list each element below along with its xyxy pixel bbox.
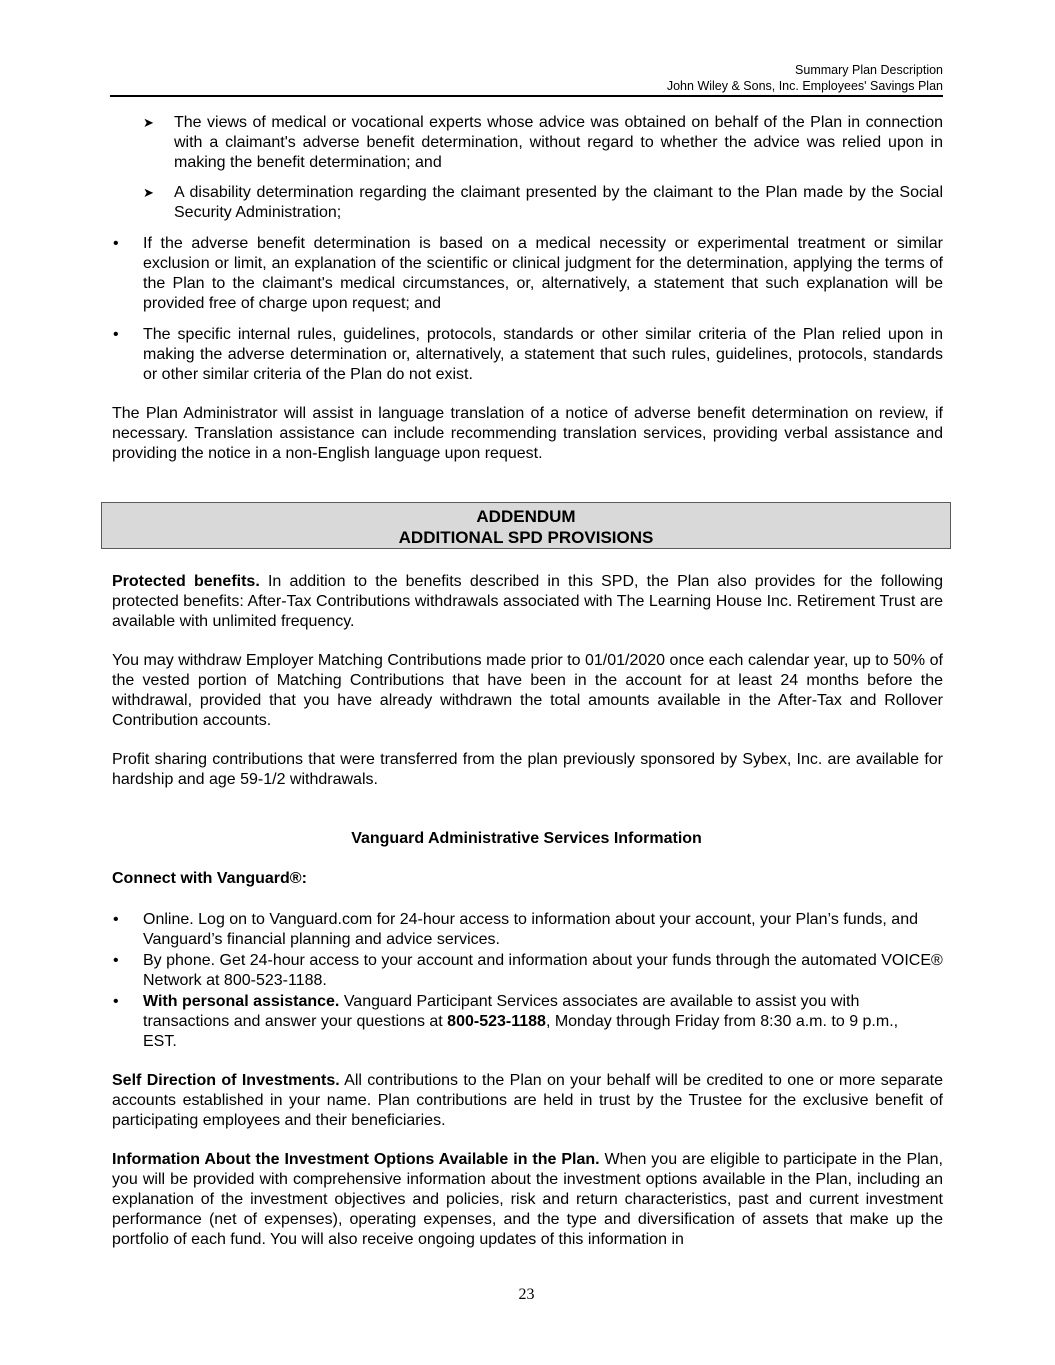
- bullet-medical-necessity: If the adverse benefit determination is based on a medical necessity or experimental treatment or similar exclusion or limit, an explanation of the scientific or clinical judgment for the determination, applying the terms of the Plan to the claimant's medical circumstances, or, alternatively, a statement that such explanation will be provided free of charge upon request; and: [143, 235, 943, 312]
- protected-benefits-label: Protected benefits.: [112, 573, 260, 590]
- running-header: [110, 62, 943, 94]
- protected-benefits-text: In addition to the benefits described in this SPD, the Plan also provides for the following protected benefits: After-Tax Contributions withdrawals associated with The Learning House Inc. Retirement Trust are available with unlimited frequency.: [112, 573, 943, 630]
- addendum-banner: [101, 502, 951, 549]
- connect-with-vanguard-heading: Connect with Vanguard®:: [112, 870, 307, 887]
- bullet-dot-icon: •: [113, 326, 119, 343]
- self-direction-label: Self Direction of Investments.: [112, 1072, 340, 1089]
- arrow-bullet-icon: ➤: [143, 115, 154, 130]
- sub-bullet-expert-views: The views of medical or vocational experts whose advice was obtained on behalf of the Plan in connection with a claimant's adverse benefit determination, without regard to whether the advice was relied upon in making the benefit determination; and: [174, 114, 943, 171]
- arrow-bullet-icon: ➤: [143, 185, 154, 200]
- bullet-internal-rules: The specific internal rules, guidelines, protocols, standards or other similar criteria of the Plan relied upon in making the adverse determination or, alternatively, a statement that such rules, guidelines, protocols, standards or other similar criteria of the Plan do not exist.: [143, 326, 943, 383]
- bullet-dot-icon: •: [113, 952, 119, 969]
- personal-assistance-label: With personal assistance.: [143, 993, 340, 1010]
- protected-benefits-paragraph: [112, 572, 943, 632]
- profit-sharing-paragraph: Profit sharing contributions that were transferred from the plan previously sponsored by Sybex, Inc. are available for hardship and age 59-1/2 withdrawals.: [112, 751, 943, 788]
- investment-options-text: When you are eligible to participate in the Plan, you will be provided with comprehensive information about the investment options available in the Plan, including an explanation of the investment objectives and policies, risk and return characteristics, past and current investment performance (net of expenses), operating expenses, and the type and diversification of assets that make up the portfolio of each fund. You will also receive ongoing updates of this information in: [112, 1151, 943, 1248]
- connect-item-personal: [143, 992, 923, 1052]
- header-divider: [110, 95, 943, 97]
- personal-assistance-text: Vanguard Participant Services associates are available to assist you with transactions and answer your questions at: [143, 993, 860, 1030]
- matching-contributions-paragraph: You may withdraw Employer Matching Contributions made prior to 01/01/2020 once each calendar year, up to 50% of the vested portion of Matching Contributions that have been in the account for at least 24 months before the withdrawal, provided that you have already withdrawn the total amounts available in the After-Tax and Rollover Contribution accounts.: [112, 652, 943, 729]
- self-direction-paragraph: [112, 1071, 943, 1131]
- sub-bullet-disability-determination: A disability determination regarding the claimant presented by the claimant to the Plan made by the Social Security Administration;: [174, 184, 943, 221]
- connect-item-online: Online. Log on to Vanguard.com for 24-hour access to information about your account, your Plan’s funds, and Vanguard’s financial planning and advice services.: [143, 911, 918, 948]
- addendum-subtitle: ADDITIONAL SPD PROVISIONS: [398, 528, 654, 547]
- self-direction-text: All contributions to the Plan on your behalf will be credited to one or more separate accounts established in your name. Plan contributions are held in trust by the Trustee for the exclusive benefit of participating employees and their beneficiaries.: [112, 1072, 944, 1129]
- personal-assistance-phone: 800-523-1188: [447, 1013, 546, 1030]
- connect-item-phone: By phone. Get 24-hour access to your account and information about your funds through the automated VOICE® Network at 800-523-1188.: [143, 952, 943, 989]
- addendum-title: ADDENDUM: [476, 507, 576, 526]
- bullet-dot-icon: •: [113, 235, 119, 252]
- header-document-type: Summary Plan Description: [795, 63, 943, 77]
- header-plan-name: John Wiley & Sons, Inc. Employees' Savings Plan: [666, 79, 943, 93]
- bullet-dot-icon: •: [113, 993, 119, 1010]
- bullet-dot-icon: •: [113, 911, 119, 928]
- personal-assistance-hours: , Monday through Friday from 8:30 a.m. to 9 p.m., EST.: [143, 1013, 899, 1050]
- translation-paragraph: The Plan Administrator will assist in language translation of a notice of adverse benefit determination on review, if necessary. Translation assistance can include recommending translation services, providing verbal assistance and providing the notice in a non-English language upon request.: [112, 405, 943, 462]
- investment-options-label: Information About the Investment Options Available in the Plan.: [112, 1151, 600, 1168]
- investment-options-paragraph: [112, 1150, 943, 1250]
- vanguard-services-heading: Vanguard Administrative Services Information: [351, 830, 702, 847]
- page-number: 23: [518, 1286, 535, 1303]
